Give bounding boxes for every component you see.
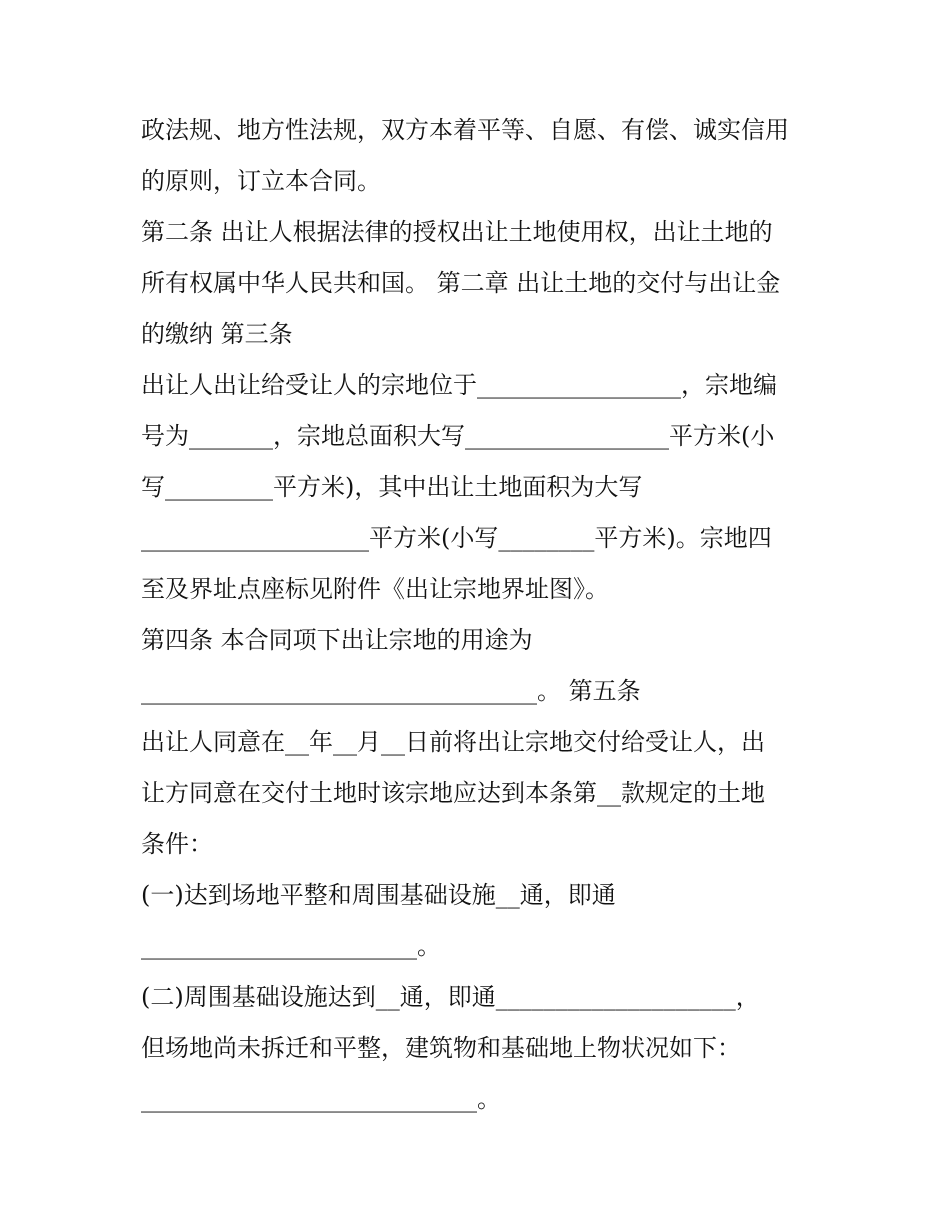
text-line: 号为_______，宗地总面积大写_________________平方米(小 (141, 422, 775, 450)
text-line: 的原则，订立本合同。 (141, 167, 381, 195)
text-line: _________________________________。 第五条 (141, 677, 641, 705)
contract-text (141, 105, 821, 1125)
text-line: (二)周围基础设施达到__通，即通____________________， (141, 983, 760, 1011)
text-line: (一)达到场地平整和周围基础设施__通，即通 (141, 881, 616, 909)
text-line: 出让人同意在__年__月__日前将出让宗地交付给受让人，出 (141, 728, 765, 756)
text-line: 政法规、地方性法规，双方本着平等、自愿、有偿、诚实信用 (141, 116, 789, 144)
text-line: ____________________________。 (141, 1085, 501, 1113)
text-line: 所有权属中华人民共和国。 第二章 出让土地的交付与出让金 (141, 269, 781, 297)
text-line: 出让人出让给受让人的宗地位于_________________，宗地编 (141, 371, 777, 399)
text-line: 第四条 本合同项下出让宗地的用途为 (141, 626, 533, 654)
text-line: 写_________平方米)，其中出让土地面积为大写 (141, 473, 643, 501)
text-line: 但场地尚未拆迁和平整，建筑物和基础地上物状况如下： (141, 1034, 741, 1062)
text-line: 第二条 出让人根据法律的授权出让土地使用权，出让土地的 (141, 218, 773, 246)
text-line: 条件： (141, 830, 213, 858)
text-line: 的缴纳 第三条 (141, 320, 293, 348)
text-line: ___________________平方米(小写________平方米)。宗地四 (141, 524, 772, 552)
text-line: 让方同意在交付土地时该宗地应达到本条第__款规定的土地 (141, 779, 765, 807)
text-line: _______________________。 (141, 932, 441, 960)
text-line: 至及界址点座标见附件《出让宗地界址图》。 (141, 575, 609, 603)
